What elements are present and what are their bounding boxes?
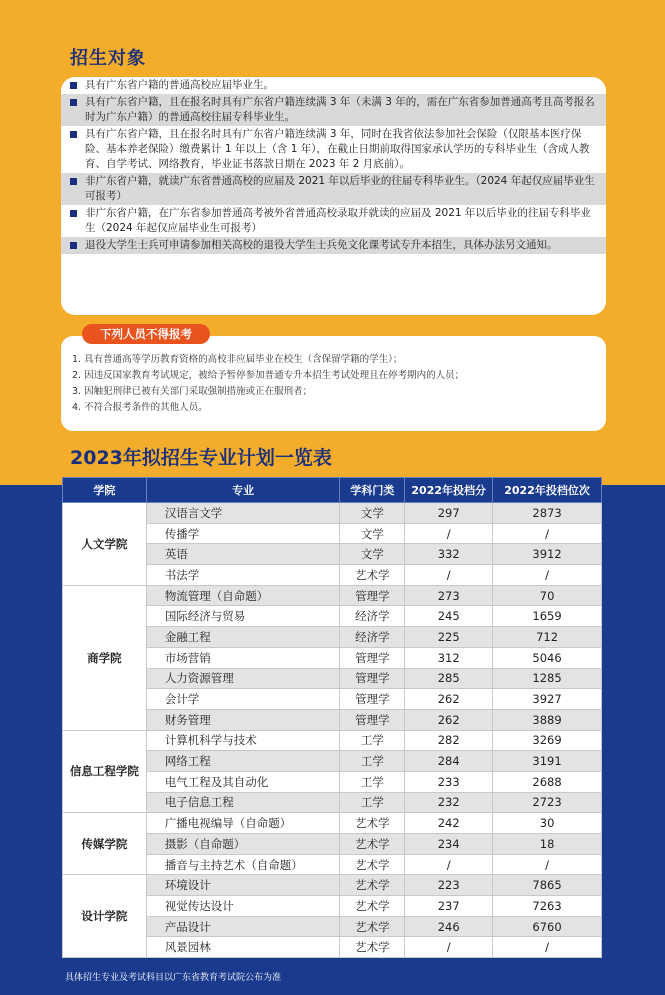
category-cell: 管理学 (340, 585, 405, 606)
table-row (63, 875, 602, 896)
rank-cell: 3889 (493, 709, 602, 730)
ineligible-item: 4. 不符合报考条件的其他人员。 (72, 402, 208, 413)
score-cell: 285 (405, 668, 493, 689)
square-bullet-icon (70, 99, 77, 106)
plan-table-title: 2023年拟招生专业计划一览表 (70, 447, 332, 469)
footnote: 具体招生专业及考试科目以广东省教育考试院公布为准 (65, 973, 282, 983)
score-cell: 233 (405, 771, 493, 792)
score-cell: 297 (405, 503, 493, 524)
college-cell: 人文学院 (63, 503, 147, 586)
category-cell: 艺术学 (340, 565, 405, 586)
major-cell: 产品设计 (146, 916, 340, 937)
target-item (61, 237, 606, 254)
square-bullet-icon (70, 210, 77, 217)
score-cell: 234 (405, 834, 493, 855)
header-category: 学科门类 (340, 478, 405, 503)
major-cell: 书法学 (146, 565, 340, 586)
score-cell: 225 (405, 627, 493, 648)
rank-cell: 3927 (493, 689, 602, 710)
college-cell: 传媒学院 (63, 813, 147, 875)
category-cell: 工学 (340, 792, 405, 813)
major-cell: 英语 (146, 544, 340, 565)
target-item-text: 具有广东省户籍，且在报名时具有广东省户籍连续满 3 年，同时在我省依法参加社会保险（仅限基本医疗保险、基本养老保险）缴费累计 1 年以上（含 1 年），在截止日期前取得国家承认学历的专科毕业生（含成人教育、自学考试、网络教育，毕业证书落款日期在 2023 年 2 月底前）。 (85, 128, 590, 170)
major-cell: 国际经济与贸易 (146, 606, 340, 627)
rank-cell: 1285 (493, 668, 602, 689)
score-cell: 262 (405, 689, 493, 710)
score-cell: / (405, 523, 493, 544)
college-cell: 设计学院 (63, 875, 147, 958)
ineligible-title-badge: 下列人员不得报考 (82, 324, 210, 344)
header-rank: 2022年投档位次 (493, 478, 602, 503)
major-cell: 汉语言文学 (146, 503, 340, 524)
rank-cell: 70 (493, 585, 602, 606)
ineligible-item: 2. 因违反国家教育考试规定，被给予暂停参加普通专升本招生考试处理且在停考期内的人员； (72, 370, 465, 381)
target-item-text: 具有广东省户籍的普通高校应届毕业生。 (85, 79, 274, 91)
table-row (63, 730, 602, 751)
major-cell: 电气工程及其自动化 (146, 771, 340, 792)
table-row (63, 585, 602, 606)
category-cell: 经济学 (340, 606, 405, 627)
category-cell: 艺术学 (340, 875, 405, 896)
category-cell: 工学 (340, 730, 405, 751)
rank-cell: 5046 (493, 647, 602, 668)
score-cell: 284 (405, 751, 493, 772)
category-cell: 艺术学 (340, 854, 405, 875)
target-item (61, 126, 606, 173)
rank-cell: / (493, 854, 602, 875)
rank-cell: / (493, 937, 602, 958)
ineligible-item: 3. 因触犯刑律已被有关部门采取强制措施或正在服刑者； (72, 386, 313, 397)
section-title-enrollment-targets: 招生对象 (70, 48, 146, 69)
rank-cell: 1659 (493, 606, 602, 627)
rank-cell: 18 (493, 834, 602, 855)
table-body (63, 503, 602, 958)
target-item-text: 退役大学生士兵可申请参加相关高校的退役大学生士兵免文化课考试专升本招生，具体办法另文通知。 (85, 239, 558, 251)
table-row (63, 813, 602, 834)
enrollment-targets-box (61, 77, 606, 315)
square-bullet-icon (70, 178, 77, 185)
category-cell: 管理学 (340, 689, 405, 710)
score-cell: 273 (405, 585, 493, 606)
major-cell: 广播电视编导（自命题） (146, 813, 340, 834)
header-score: 2022年投档分 (405, 478, 493, 503)
rank-cell: / (493, 565, 602, 586)
college-cell: 商学院 (63, 585, 147, 730)
target-item (61, 173, 606, 205)
category-cell: 管理学 (340, 709, 405, 730)
target-item (61, 77, 606, 94)
major-cell: 市场营销 (146, 647, 340, 668)
major-cell: 财务管理 (146, 709, 340, 730)
score-cell: 312 (405, 647, 493, 668)
major-cell: 风景园林 (146, 937, 340, 958)
table-header-row (63, 478, 602, 503)
rank-cell: 3912 (493, 544, 602, 565)
score-cell: 245 (405, 606, 493, 627)
rank-cell: 712 (493, 627, 602, 648)
rank-cell: / (493, 523, 602, 544)
major-cell: 金融工程 (146, 627, 340, 648)
major-cell: 播音与主持艺术（自命题） (146, 854, 340, 875)
score-cell: 223 (405, 875, 493, 896)
major-cell: 人力资源管理 (146, 668, 340, 689)
category-cell: 文学 (340, 503, 405, 524)
score-cell: 262 (405, 709, 493, 730)
rank-cell: 3269 (493, 730, 602, 751)
header-college: 学院 (63, 478, 147, 503)
rank-cell: 3191 (493, 751, 602, 772)
score-cell: / (405, 937, 493, 958)
rank-cell: 2688 (493, 771, 602, 792)
ineligible-item: 1. 具有普通高等学历教育资格的高校非应届毕业在校生（含保留学籍的学生）； (72, 354, 403, 365)
rank-cell: 2873 (493, 503, 602, 524)
square-bullet-icon (70, 242, 77, 249)
major-cell: 传播学 (146, 523, 340, 544)
category-cell: 艺术学 (340, 896, 405, 917)
category-cell: 艺术学 (340, 813, 405, 834)
header-major: 专业 (146, 478, 340, 503)
category-cell: 艺术学 (340, 916, 405, 937)
category-cell: 管理学 (340, 647, 405, 668)
major-cell: 视觉传达设计 (146, 896, 340, 917)
major-cell: 计算机科学与技术 (146, 730, 340, 751)
score-cell: / (405, 854, 493, 875)
target-item-text: 非广东省户籍，就读广东省普通高校的应届及 2021 年以后毕业的往届专科毕业生。（2024 年起仅应届毕业生可报考） (85, 175, 595, 202)
category-cell: 文学 (340, 523, 405, 544)
rank-cell: 7865 (493, 875, 602, 896)
major-cell: 物流管理（自命题） (146, 585, 340, 606)
target-item (61, 94, 606, 126)
score-cell: 246 (405, 916, 493, 937)
enrollment-plan-table (62, 477, 602, 958)
table-row (63, 503, 602, 524)
major-cell: 电子信息工程 (146, 792, 340, 813)
ineligible-list (72, 352, 597, 416)
major-cell: 会计学 (146, 689, 340, 710)
score-cell: 237 (405, 896, 493, 917)
rank-cell: 6760 (493, 916, 602, 937)
major-cell: 摄影（自命题） (146, 834, 340, 855)
square-bullet-icon (70, 131, 77, 138)
college-cell: 信息工程学院 (63, 730, 147, 813)
score-cell: 242 (405, 813, 493, 834)
major-cell: 环境设计 (146, 875, 340, 896)
rank-cell: 7263 (493, 896, 602, 917)
score-cell: 232 (405, 792, 493, 813)
category-cell: 艺术学 (340, 937, 405, 958)
target-item-text: 非广东省户籍，在广东省参加普通高考被外省普通高校录取并就读的应届及 2021 年以后毕业的往届专科毕业生（2024 年起仅应届毕业生可报考） (85, 207, 591, 234)
category-cell: 工学 (340, 751, 405, 772)
score-cell: 332 (405, 544, 493, 565)
category-cell: 艺术学 (340, 834, 405, 855)
score-cell: 282 (405, 730, 493, 751)
category-cell: 文学 (340, 544, 405, 565)
category-cell: 工学 (340, 771, 405, 792)
target-item-text: 具有广东省户籍，且在报名时具有广东省户籍连续满 3 年（未满 3 年的，需在广东省参加普通高考且高考报名时为广东户籍）的普通高校往届专科毕业生。 (85, 96, 595, 123)
rank-cell: 30 (493, 813, 602, 834)
square-bullet-icon (70, 82, 77, 89)
target-item (61, 205, 606, 237)
category-cell: 经济学 (340, 627, 405, 648)
category-cell: 管理学 (340, 668, 405, 689)
major-cell: 网络工程 (146, 751, 340, 772)
rank-cell: 2723 (493, 792, 602, 813)
score-cell: / (405, 565, 493, 586)
